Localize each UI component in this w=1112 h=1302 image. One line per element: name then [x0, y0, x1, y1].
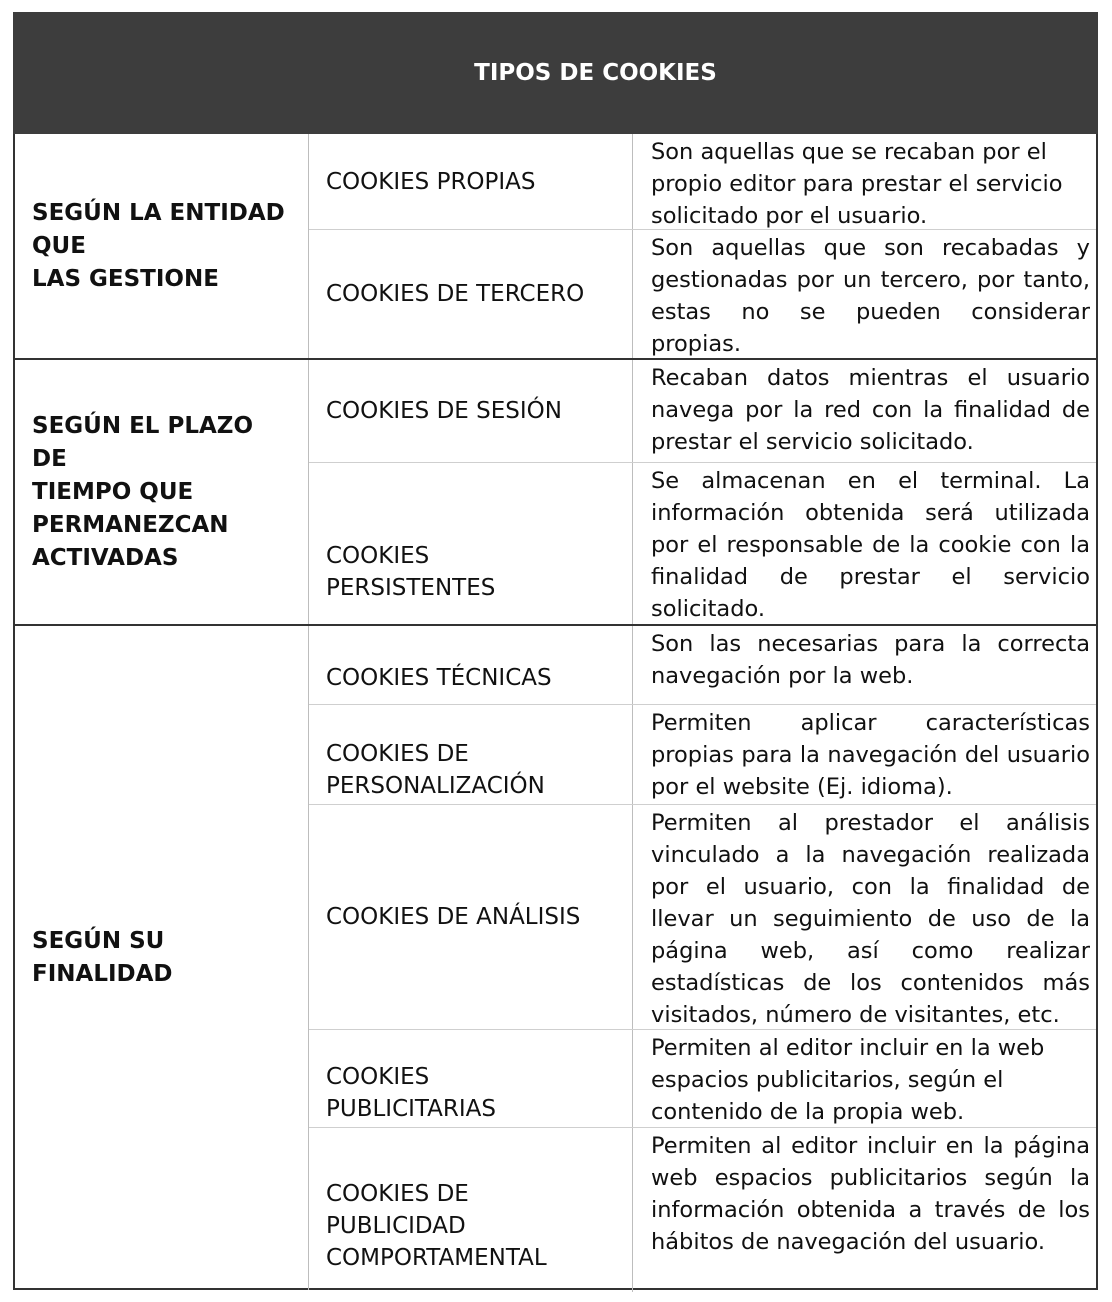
category-cell: SEGÚN SU FINALIDAD	[15, 626, 309, 1290]
type-cell: COOKIES PUBLICITARIAS	[309, 1030, 633, 1127]
table-row	[309, 360, 1096, 462]
group-purpose	[15, 624, 1096, 1290]
type-cell: COOKIES DE ANÁLISIS	[309, 805, 633, 1029]
group-entity	[15, 134, 1096, 358]
table-row	[309, 1127, 1096, 1292]
description-cell: Permiten al editor incluir en la web espacios publicitarios, según el contenido de la propia web.	[651, 1035, 1045, 1125]
description-cell: Son las necesarias para la correcta navegación por la web.	[651, 631, 1090, 689]
table-row	[309, 804, 1096, 1029]
group-duration	[15, 358, 1096, 624]
table-row	[309, 134, 1096, 229]
cookie-types-table	[13, 12, 1098, 1290]
description-cell: Se almacenan en el terminal. La información obtenida será utilizada por el responsable de la cookie con la finalidad de prestar el servicio solicitado.	[651, 468, 1090, 622]
table-body	[13, 134, 1098, 1290]
table-row	[309, 704, 1096, 804]
description-cell: Recaban datos mientras el usuario navega por la red con la finalidad de prestar el servicio solicitado.	[651, 365, 1090, 455]
type-cell: COOKIES DE PUBLICIDAD COMPORTAMENTAL	[309, 1128, 633, 1292]
category-cell: SEGÚN LA ENTIDAD QUE LAS GESTIONE	[15, 134, 309, 358]
type-cell: COOKIES TÉCNICAS	[309, 626, 633, 704]
category-cell: SEGÚN EL PLAZO DE TIEMPO QUE PERMANEZCAN ACTIVADAS	[15, 360, 309, 624]
type-cell: COOKIES PROPIAS	[309, 134, 633, 229]
table-row	[309, 229, 1096, 358]
type-cell: COOKIES DE TERCERO	[309, 230, 633, 358]
table-header	[13, 12, 1098, 134]
description-cell: Permiten aplicar características propias para la navegación del usuario por el website (Ej. idioma).	[651, 710, 1090, 800]
type-cell: COOKIES DE PERSONALIZACIÓN	[309, 705, 633, 804]
description-cell: Son aquellas que son recabadas y gestionadas por un tercero, por tanto, estas no se pueden considerar propias.	[651, 235, 1090, 357]
table-row	[309, 1029, 1096, 1127]
description-cell: Son aquellas que se recaban por el propio editor para prestar el servicio solicitado por el usuario.	[651, 139, 1063, 229]
type-cell: COOKIES DE SESIÓN	[309, 360, 633, 462]
description-cell: Permiten al prestador el análisis vinculado a la navegación realizada por el usuario, con la finalidad de llevar un seguimiento de uso de la página web, así como realizar estadísticas de los contenidos más visitados, número de visitantes, etc.	[651, 810, 1090, 1028]
table-row	[309, 462, 1096, 626]
table-title: TIPOS DE COOKIES	[474, 60, 717, 86]
description-cell: Permiten al editor incluir en la página web espacios publicitarios según la información obtenida a través de los hábitos de navegación del usuario.	[651, 1133, 1090, 1255]
type-cell: COOKIES PERSISTENTES	[309, 463, 633, 626]
table-row	[309, 626, 1096, 704]
